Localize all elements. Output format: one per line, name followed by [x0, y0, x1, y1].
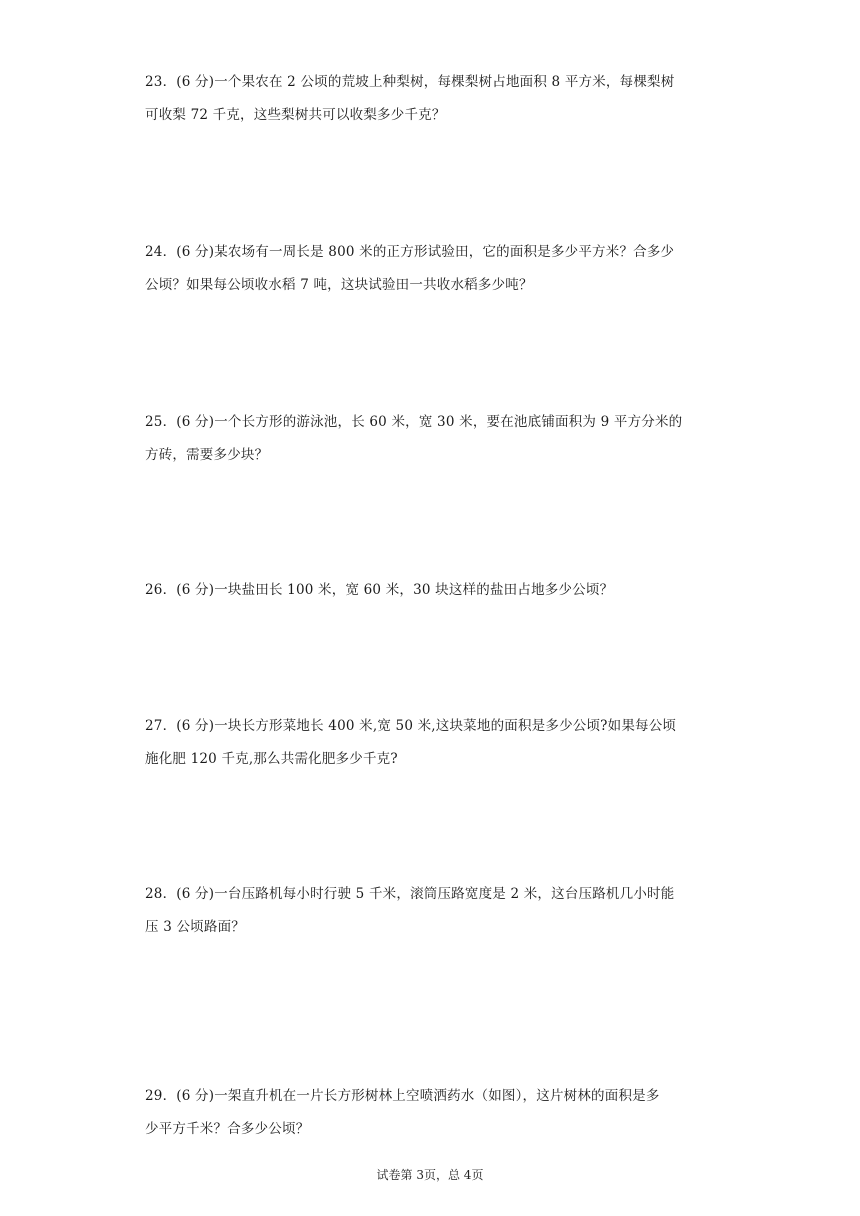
question-29-line-2: 少平方千米？合多少公顷？ — [145, 1121, 310, 1137]
question-25 — [145, 406, 720, 472]
question-23-line-1: 23．(6 分)一个果农在 2 公顷的荒坡上种梨树，每棵梨树占地面积 8 平方米，每棵梨树 — [145, 74, 675, 90]
question-27 — [145, 710, 720, 776]
question-23-line-2: 可收梨 72 千克，这些梨树共可以收梨多少千克？ — [145, 107, 446, 123]
question-29 — [145, 1080, 720, 1146]
question-25-line-2: 方砖，需要多少块？ — [145, 447, 269, 463]
question-24-line-2: 公顷？如果每公顷收水稻 7 吨，这块试验田一共收水稻多少吨？ — [145, 277, 533, 293]
question-23 — [145, 66, 720, 132]
question-28 — [145, 878, 720, 944]
question-26 — [145, 574, 720, 607]
question-28-line-2: 压 3 公顷路面？ — [145, 919, 245, 935]
question-27-line-2: 施化肥 120 千克,那么共需化肥多少千克? — [145, 751, 398, 767]
page-footer: 试卷第 3页，总 4页 — [376, 1168, 484, 1182]
question-26-line-1: 26．(6 分)一块盐田长 100 米，宽 60 米，30 块这样的盐田占地多少公顷？ — [145, 582, 614, 598]
question-29-line-1: 29．(6 分)一架直升机在一片长方形树林上空喷洒药水（如图），这片树林的面积是多 — [145, 1088, 660, 1104]
question-24 — [145, 236, 720, 302]
question-27-line-1: 27．(6 分)一块长方形菜地长 400 米,宽 50 米,这块菜地的面积是多少公顷?如果每公顷 — [145, 718, 677, 734]
question-25-line-1: 25．(6 分)一个长方形的游泳池，长 60 米，宽 30 米，要在池底铺面积为 9 平方分米的 — [145, 414, 683, 430]
question-24-line-1: 24．(6 分)某农场有一周长是 800 米的正方形试验田，它的面积是多少平方米？合多少 — [145, 244, 675, 260]
question-28-line-1: 28．(6 分)一台压路机每小时行驶 5 千米，滚筒压路宽度是 2 米，这台压路机几小时能 — [145, 886, 675, 902]
